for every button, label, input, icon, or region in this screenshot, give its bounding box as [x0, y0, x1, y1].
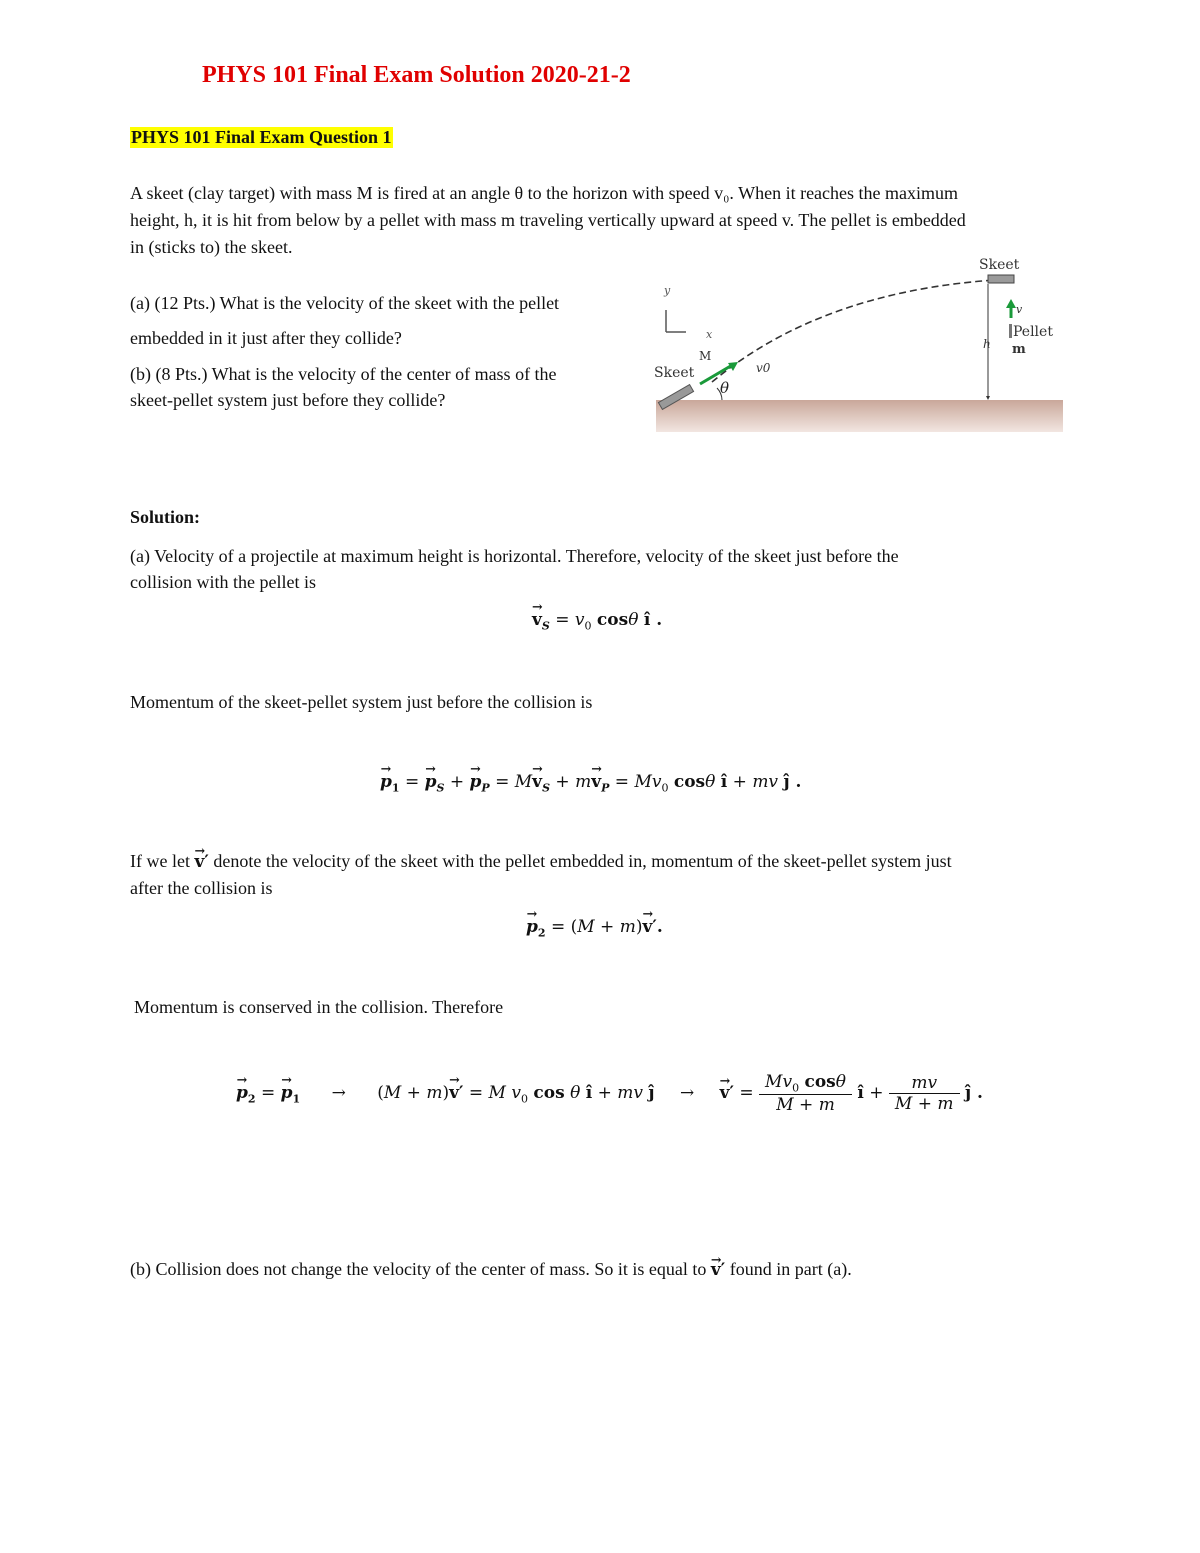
if-we-let-b: denote the velocity of the skeet with the pellet embedded in, momentum of the skeet-pellet system just	[213, 851, 952, 871]
skeet-top-icon	[988, 275, 1014, 283]
equation-4-render: → $p_2$ = → $p_1 \to (M + m)\to v' = M$ $v_0$ cos θ î + mv ĵ → → v′ = $\frac{Mv_0 \cos\theta}{M + m}$ î + $\frac{mv}{M + m}$ ĵ .	[236, 1083, 983, 1103]
equation-3	[526, 917, 663, 939]
mass-m-label: m	[1012, 342, 1026, 357]
part-b-line-1: (b) (8 Pts.) What is the velocity of the center of mass of the	[130, 364, 557, 384]
if-we-let-line-2: after the collision is	[130, 878, 273, 898]
solution-a-line-1: (a) Velocity of a projectile at maximum height is horizontal. Therefore, velocity of the skeet just before the	[130, 546, 899, 566]
problem-line-2: height, h, it is hit from below by a pellet with mass m traveling vertically upward at speed v. The pellet is embedded	[130, 210, 966, 230]
if-we-let-text	[130, 848, 1090, 901]
pellet-v-label: v	[1016, 303, 1023, 316]
pellet-icon	[1009, 324, 1012, 338]
solution-a-line-2: collision with the pellet is	[130, 572, 316, 592]
problem-statement	[130, 180, 1080, 261]
part-a-question	[130, 290, 640, 351]
height-arrowhead-icon	[986, 396, 990, 400]
equation-1	[532, 610, 662, 632]
equation-4	[236, 1072, 983, 1115]
mass-M-label: M	[699, 349, 712, 363]
problem-line-3: in (sticks to) the skeet.	[130, 237, 293, 257]
pellet-label: Pellet	[1013, 324, 1053, 340]
axis-x-label: x	[706, 328, 713, 341]
equation-1-render: → $v_S = v_0$ cosθ î .	[532, 610, 662, 630]
part-b-question	[130, 361, 640, 413]
skeet-figure	[650, 252, 1070, 437]
pellet-arrowhead-icon	[1006, 299, 1016, 308]
trajectory-path	[712, 280, 995, 382]
page-title: PHYS 101 Final Exam Solution 2020-21-2	[202, 62, 631, 88]
solution-heading: Solution:	[130, 507, 201, 527]
equation-2-render: → $p_1$ = → $p_S$ + → $p_P = M\to v_S + m\to v_P = Mv_0$ cosθ î + mv ĵ .	[380, 772, 801, 792]
v-prime-symbol-b: → v′	[711, 1260, 725, 1280]
momentum-before-text: Momentum of the skeet-pellet system just before the collision is	[130, 692, 593, 712]
problem-line-1: A skeet (clay target) with mass M is fired at an angle θ to the horizon with speed v₀. When it reaches the maximum	[130, 183, 959, 203]
solution-a-text	[130, 543, 1080, 595]
solution-b-b: found in part (a).	[729, 1259, 852, 1279]
question-heading: PHYS 101 Final Exam Question 1	[131, 127, 392, 147]
v0-label: v0	[756, 361, 771, 375]
part-a-line-2: embedded in it just after they collide?	[130, 328, 402, 348]
height-label: h	[983, 337, 991, 351]
axes-icon	[666, 310, 686, 332]
conserved-text: Momentum is conserved in the collision. Therefore	[134, 997, 504, 1017]
if-we-let-a: If we let	[130, 851, 190, 871]
equation-2	[380, 772, 801, 794]
part-b-line-2: skeet-pellet system just before they collide?	[130, 390, 446, 410]
solution-b-a: (b) Collision does not change the velocity of the center of mass. So it is equal to	[130, 1259, 707, 1279]
skeet-label-top: Skeet	[979, 257, 1020, 273]
axis-y-label: y	[664, 284, 671, 297]
ground	[656, 400, 1063, 432]
skeet-label-bottom: Skeet	[654, 365, 695, 381]
equation-3-render: → $p_2 = (M + m)\to v'$.	[526, 917, 663, 937]
solution-b-text	[130, 1256, 1090, 1284]
part-a-line-1: (a) (12 Pts.) What is the velocity of the skeet with the pellet	[130, 293, 560, 313]
angle-label: θ	[720, 379, 730, 397]
v-prime-symbol: → v′	[194, 852, 208, 872]
